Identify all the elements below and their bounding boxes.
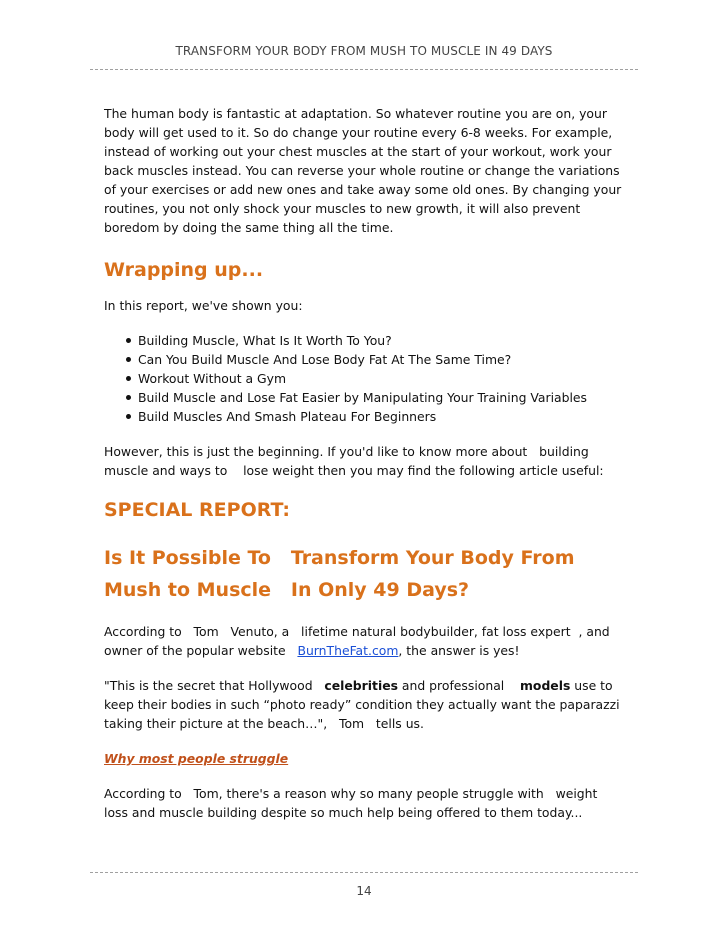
wrapping-up-heading: Wrapping up... bbox=[104, 259, 264, 281]
page-body bbox=[104, 104, 624, 822]
closing-paragraph: However, this is just the beginning. If you'd like to know more about building muscle and ways to lose weight then you may find the following article useful: bbox=[104, 444, 604, 478]
bullet-icon bbox=[126, 357, 131, 362]
wrap-lead: In this report, we've shown you: bbox=[104, 298, 303, 313]
special-report-heading: SPECIAL REPORT: bbox=[104, 499, 291, 521]
bullet-icon bbox=[126, 376, 131, 381]
footer-divider bbox=[90, 872, 638, 873]
header-divider bbox=[90, 69, 638, 70]
summary-list bbox=[104, 331, 624, 426]
bullet-icon bbox=[126, 338, 131, 343]
intro-paragraph: The human body is fantastic at adaptation. So whatever routine you are on, your body will get used to it. So do change your routine every 6-8 weeks. For example, instead of working out your chest muscles at the start of your workout, work your back muscles instead. You can reverse your whole routine or change the variations of your exercises or add new ones and take away some old ones. By changing your routines, you not only shock your muscles to new growth, it will also prevent boredom by doing the same thing all the time. bbox=[104, 106, 622, 235]
bullet-icon bbox=[126, 395, 131, 400]
burnthefat-link[interactable]: BurnTheFat.com bbox=[297, 643, 399, 658]
bullet-icon bbox=[126, 414, 131, 419]
struggle-heading: Why most people struggle bbox=[104, 751, 289, 766]
list-item: Workout Without a Gym bbox=[126, 369, 624, 388]
quote-paragraph: "This is the secret that Hollywood celebrities and professional models use to keep their bodies in such “photo ready” condition they actually want the paparazzi taking their picture at the beach…", Tom tells us. bbox=[104, 678, 624, 731]
running-header: TRANSFORM YOUR BODY FROM MUSH TO MUSCLE IN 49 DAYS bbox=[175, 44, 553, 58]
list-item: Can You Build Muscle And Lose Body Fat At The Same Time? bbox=[126, 350, 624, 369]
special-report-title: Is It Possible To Transform Your Body From Mush to Muscle In Only 49 Days? bbox=[104, 547, 582, 601]
venuto-paragraph: According to Tom Venuto, a lifetime natural bodybuilder, fat loss expert , and owner of the popular website BurnTheFat.com, the answer is yes! bbox=[104, 624, 614, 658]
list-item: Build Muscle and Lose Fat Easier by Manipulating Your Training Variables bbox=[126, 388, 624, 407]
list-item: Build Muscles And Smash Plateau For Beginners bbox=[126, 407, 624, 426]
struggle-paragraph: According to Tom, there's a reason why so many people struggle with weight loss and muscle building despite so much help being offered to them today... bbox=[104, 786, 602, 820]
list-item: Building Muscle, What Is It Worth To You? bbox=[126, 331, 624, 350]
page-number: 14 bbox=[356, 884, 372, 898]
